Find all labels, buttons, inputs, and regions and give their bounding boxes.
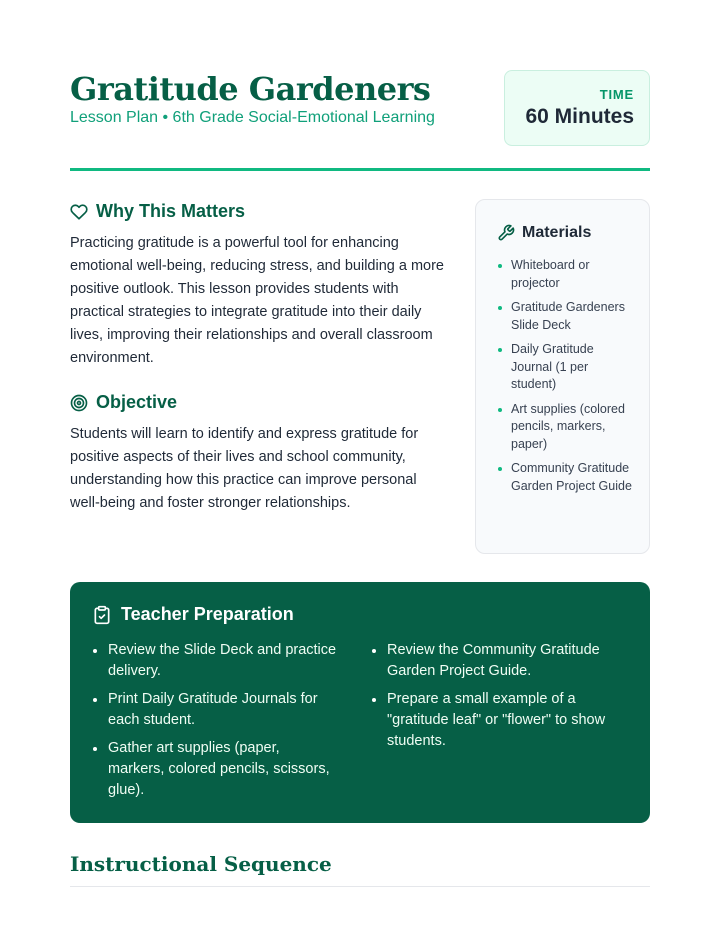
teacher-prep-heading bbox=[92, 604, 294, 625]
target-icon bbox=[70, 394, 88, 412]
clipboard-check-icon bbox=[92, 605, 112, 625]
page-title: Gratitude Gardeners bbox=[70, 70, 431, 108]
heart-icon bbox=[70, 203, 88, 221]
objective-paragraph: Students will learn to identify and express gratitude for positive aspects of their lives and school community, understanding how this practice can improve personal well-being and foster stronger relationships. bbox=[70, 426, 419, 511]
materials-heading bbox=[497, 224, 591, 242]
time-label: TIME bbox=[599, 87, 634, 102]
header bbox=[70, 66, 650, 166]
page-subtitle: Lesson Plan • 6th Grade Social-Emotional Learning bbox=[70, 109, 435, 126]
prep-list-right bbox=[371, 640, 616, 759]
prep-item: Review the Slide Deck and practice delivery. bbox=[92, 640, 337, 682]
why-heading-text: Why This Matters bbox=[96, 201, 246, 221]
prep-item: Prepare a small example of a "gratitude leaf" or "flower" to show students. bbox=[371, 689, 616, 752]
materials-item: Daily Gratitude Journal (1 per student) bbox=[498, 341, 633, 394]
teacher-prep-panel bbox=[70, 582, 650, 823]
objective-heading-text: Objective bbox=[96, 392, 178, 412]
time-badge bbox=[504, 70, 650, 146]
materials-item: Whiteboard or projector bbox=[498, 257, 633, 292]
materials-item: Gratitude Gardeners Slide Deck bbox=[498, 299, 633, 334]
why-heading bbox=[70, 201, 245, 222]
instructional-sequence-heading: Instructional Sequence bbox=[70, 852, 332, 876]
prep-item: Print Daily Gratitude Journals for each student. bbox=[92, 689, 337, 731]
why-paragraph: Practicing gratitude is a powerful tool for enhancing emotional well-being, reducing stress, and building a more positive outlook. This lesson provides students with practical strategies to integrate gratitude into their daily lives, improving their relationships and overall classroom environment. bbox=[70, 235, 444, 366]
materials-list bbox=[498, 257, 633, 502]
prep-item: Review the Community Gratitude Garden Project Guide. bbox=[371, 640, 616, 682]
header-divider bbox=[70, 168, 650, 171]
teacher-prep-heading-text: Teacher Preparation bbox=[121, 604, 294, 624]
materials-item: Art supplies (colored pencils, markers, paper) bbox=[498, 401, 633, 454]
wrench-icon bbox=[497, 224, 515, 242]
materials-panel bbox=[475, 199, 650, 554]
materials-item: Community Gratitude Garden Project Guide bbox=[498, 460, 633, 495]
time-value: 60 Minutes bbox=[525, 105, 634, 128]
objective-heading bbox=[70, 392, 177, 413]
prep-item: Gather art supplies (paper, markers, colored pencils, scissors, glue). bbox=[92, 738, 337, 801]
materials-heading-text: Materials bbox=[522, 224, 592, 241]
section-divider bbox=[70, 886, 650, 887]
prep-list-left bbox=[92, 640, 337, 808]
